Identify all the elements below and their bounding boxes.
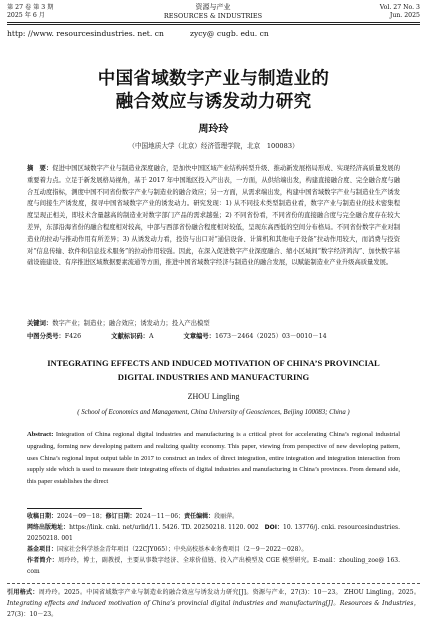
abstract-zh-text: 促进中国区域数字产业与制造业深度融合，是加快中国区域产业结构转型升级、推动新发展格局形成、实现经济高质量发展的重要着力点。立足于新发展格局视角，基于 2017 年中国地区投入产出表，一方面，从供给端出发，构建直接融合度、完全融合度与融合互动度指标，测度中国不同省份数字产业与制造业的融合效应；另一方面，从需求端出发，构建中国省域数字产业与制造业生产诱发度与间接生产诱发度，探寻中国省域数字产业的诱发动力。研究发现：1) 从不同技术类型制造业看，数字产业与制造业的技术密集程度呈现正相关，即技术含量越高的制造业对数字部门产品的需求越强；2) 不同省份看，不同省份的直接融合度与完全融合度存在较大差异，东部沿海省份的融合程度相对较高，中部与西部省份融合程度相对较低，呈现东高西低的空间分布格局。不同省份数字产业对制造业的拉动与推动作用有所差异；3) 从诱发动力看，投资与出口对“通信设备、计算机和其他电子设备”拉动作用较大，而消费与投资对“信息传输、软件和信息技术服务”的拉动作用较强。因此，在深入促进数字产业深度融合、缩小区域间“数字经济鸿沟”、加快数字基础设施建设、有序推进区域数据要素流通等方面，推进中国省域数字经济与制造业的融合发展，以赋能制造业产业升级高质量发展。 <box>27 165 401 267</box>
journal-date-en: Jun. 2025 <box>389 12 420 19</box>
affiliation-en: ( School of Economics and Management, China University of Geosciences, Beijing 100083; China ) <box>77 409 350 416</box>
citation-en-author: ZHOU Lingling。2025。 <box>344 589 421 596</box>
classification-zh <box>27 331 400 343</box>
title-en-line1: INTEGRATING EFFECTS AND INDUCED MOTIVATION OF CHINA’S PROVINCIAL <box>47 358 380 368</box>
journal-email[interactable]: zycy@ cugb. edu. cn <box>190 29 269 38</box>
title-zh-line1: 中国省域数字产业与制造业的 <box>97 69 330 89</box>
keywords-zh <box>27 318 400 330</box>
footnote <box>27 511 400 578</box>
abstract-en <box>27 429 400 488</box>
online-url[interactable]: https://link. cnki. net/urlid/11. 5426. TD. 20250218. 1120. 002 <box>69 524 259 532</box>
footnote-bio: 作者简介：周玲玲，博士，副教授，主要从事数字经济、全球价值链、投入产出模型及 CGE 模型研究。E-mail：zhouling_zoe@ 163. com <box>27 557 400 576</box>
citation <box>7 587 420 621</box>
abstract-en-label: Abstract: <box>27 431 54 438</box>
abstract-en-text: Integration of China regional digital industries and manufacturing is a critical pivot for accelerating China’s regional industrial upgrading, forming new developing pattern and realizing quality economy. This paper, viewing from perspective of new developing pattern, uses China’s regional input output table in 2017 to construct an index of direct integration, entire integration and integration interaction from supply side which is used to measure their integrating effects of digital industries and manufacturing in China’s provinces. From demand side, this paper establishes the direct <box>27 431 401 486</box>
doc-code-label: 文献标识码： <box>111 333 149 340</box>
author-zh: 周玲玲 <box>198 124 229 135</box>
footnote-dates: 收稿日期：2024－09－18；修订日期：2024－11－06；责任编辑：段丽萍。 <box>27 513 239 520</box>
doc-code-value: A <box>148 333 154 340</box>
citation-rule <box>7 583 420 584</box>
journal-volume-en: Vol. 27 No. 3 <box>379 4 420 11</box>
article-id-value: 1673－2464（2025）03－0010－14 <box>215 333 327 340</box>
citation-en-tail: 27(3)：10－23。 <box>7 611 58 619</box>
article-id-label: 文章编号： <box>183 333 215 340</box>
footnote-online: 网络出版地址：https://link. cnki. net/urlid/11. 5426. TD. 20250218. 1120. 002 DOI：10. 13776/j. cnki. resourcesindustries. 20250218. 001 <box>27 524 400 543</box>
citation-label: 引用格式： <box>7 589 39 596</box>
abstract-zh-label: 摘 要： <box>27 165 53 172</box>
footnote-rule <box>27 508 142 509</box>
journal-name-zh: 资源与产业 <box>195 3 231 11</box>
journal-url[interactable]: http: //www. resourcesindustries. net. cn <box>7 29 164 38</box>
header-rule <box>7 22 420 23</box>
keywords-zh-text: 数字产业；制造业；融合效应；诱发动力；投入产出模型 <box>52 320 210 327</box>
keywords-zh-label: 关键词： <box>27 320 53 327</box>
author-en: ZHOU Lingling <box>187 392 240 401</box>
footnote-fund: 基金项目：国家社会科学基金青年项目（22CJY065）；中央高校基本业务费项目（2－9－2022－028）。 <box>27 546 308 554</box>
citation-en-title: Integrating effects and induced motivation of China’s provincial digital industries and manufacturing[J]。Resources & Industries， <box>7 600 420 608</box>
affiliation-zh: （中国地质大学（北京）经济管理学院，北京 100083） <box>128 142 299 150</box>
title-en-line2: DIGITAL INDUSTRIES AND MANUFACTURING <box>117 372 310 382</box>
clc-label: 中图分类号： <box>27 333 65 340</box>
journal-name-en: RESOURCES & INDUSTRIES <box>163 12 263 20</box>
header-rule-2 <box>7 24 420 25</box>
abstract-zh <box>27 163 400 269</box>
clc-value: F426 <box>64 333 82 340</box>
citation-zh: 周玲玲。2025。中国省域数字产业与制造业的融合效应与诱发动力研究[J]。资源与产业，27(3)：10－23。 <box>38 589 342 596</box>
title-zh-line2: 融合效应与诱发动力研究 <box>115 92 312 112</box>
doi-value[interactable]: 10. 13776/j. cnki. resourcesindustries. 20250218. 001 <box>27 524 400 543</box>
journal-volume: 第 27 卷 第 3 期 <box>7 4 54 11</box>
journal-date: 2025 年 6 月 <box>7 12 45 19</box>
